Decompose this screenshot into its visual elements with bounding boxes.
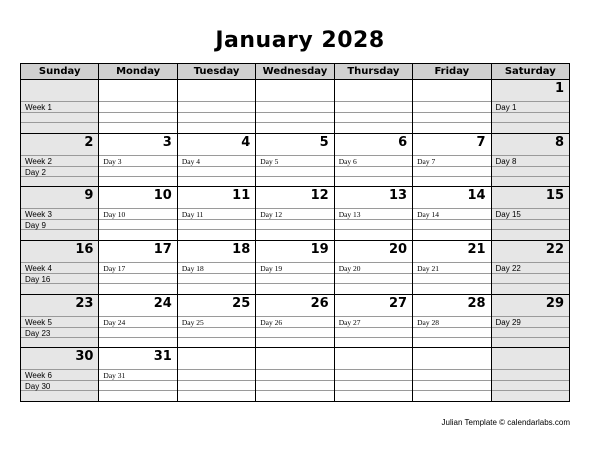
julian-day-label: Day 5 — [260, 156, 279, 166]
day-cell[interactable] — [99, 240, 177, 294]
note-line — [413, 316, 490, 317]
note-line — [178, 229, 255, 230]
note-line — [492, 273, 569, 274]
note-line — [21, 208, 98, 209]
note-line — [178, 112, 255, 113]
note-line — [256, 337, 333, 338]
note-line — [335, 380, 412, 381]
note-line — [178, 219, 255, 220]
day-number: 1 — [554, 81, 564, 96]
note-line — [492, 208, 569, 209]
julian-day-label: Day 1 — [495, 103, 517, 112]
note-line — [178, 155, 255, 156]
week-row — [21, 240, 570, 294]
day-cell[interactable] — [177, 240, 255, 294]
day-number: 24 — [153, 295, 172, 311]
note-line — [335, 122, 412, 123]
day-number: 30 — [75, 349, 94, 365]
note-line — [413, 101, 490, 102]
note-line — [99, 219, 176, 220]
day-number: 2 — [84, 134, 94, 150]
julian-day-label: Day 12 — [260, 210, 283, 220]
day-cell[interactable] — [413, 187, 491, 241]
day-number: 14 — [467, 188, 486, 204]
note-line — [99, 122, 176, 123]
note-line — [256, 327, 333, 328]
note-line — [335, 112, 412, 113]
week-row — [21, 348, 570, 402]
day-cell[interactable] — [256, 240, 334, 294]
note-line — [335, 176, 412, 177]
note-line — [413, 208, 490, 209]
note-line — [99, 229, 176, 230]
note-line — [21, 166, 98, 167]
day-number: 27 — [389, 295, 408, 311]
day-number: 12 — [310, 188, 329, 204]
day-cell[interactable] — [491, 294, 569, 348]
day-cell[interactable] — [21, 240, 99, 294]
julian-day-label: Day 23 — [25, 328, 51, 338]
note-line — [492, 122, 569, 123]
calendar-grid — [20, 63, 570, 402]
note-line — [99, 283, 176, 284]
julian-day-label: Day 24 — [103, 317, 126, 327]
note-line — [99, 337, 176, 338]
week-row — [21, 80, 570, 134]
calendar-title: January 2028 — [215, 28, 385, 53]
note-line — [178, 369, 255, 370]
note-line — [492, 380, 569, 381]
julian-day-label: Day 30 — [25, 382, 51, 392]
julian-day-label: Day 15 — [495, 210, 521, 220]
note-line — [99, 262, 176, 263]
weekday-header: Monday — [99, 64, 177, 80]
note-line — [492, 229, 569, 230]
note-line — [256, 390, 333, 391]
note-line — [335, 327, 412, 328]
day-cell[interactable] — [21, 348, 99, 402]
day-cell[interactable] — [256, 133, 334, 187]
day-cell[interactable] — [256, 294, 334, 348]
day-cell[interactable] — [99, 133, 177, 187]
note-line — [21, 112, 98, 113]
note-line — [256, 273, 333, 274]
weekday-header: Thursday — [334, 64, 412, 80]
day-cell[interactable] — [99, 294, 177, 348]
note-line — [492, 337, 569, 338]
day-number: 3 — [162, 134, 172, 150]
julian-day-label: Day 4 — [181, 156, 200, 166]
note-line — [99, 101, 176, 102]
note-line — [413, 369, 490, 370]
julian-day-label: Day 29 — [495, 317, 521, 327]
day-number: 22 — [545, 241, 564, 257]
julian-day-label: Day 14 — [417, 210, 439, 220]
week-number-label: Week 2 — [25, 156, 52, 166]
note-line — [99, 369, 176, 370]
day-cell[interactable] — [21, 187, 99, 241]
note-line — [21, 380, 98, 381]
day-cell[interactable] — [21, 294, 99, 348]
day-cell[interactable] — [491, 80, 569, 134]
note-line — [335, 208, 412, 209]
note-line — [256, 176, 333, 177]
note-line — [178, 337, 255, 338]
day-number: 9 — [84, 188, 94, 204]
weekday-header: Wednesday — [256, 64, 334, 80]
note-line — [413, 337, 490, 338]
weekday-header: Tuesday — [177, 64, 255, 80]
note-line — [256, 283, 333, 284]
note-line — [21, 327, 98, 328]
day-number: 4 — [241, 134, 251, 150]
day-cell[interactable] — [491, 133, 569, 187]
weekday-header-row — [21, 64, 570, 80]
calendar-body — [21, 80, 570, 402]
note-line — [178, 316, 255, 317]
note-line — [335, 337, 412, 338]
note-line — [413, 380, 490, 381]
note-line — [178, 273, 255, 274]
note-line — [413, 262, 490, 263]
day-cell[interactable] — [256, 80, 334, 134]
note-line — [21, 369, 98, 370]
note-line — [256, 380, 333, 381]
note-line — [335, 262, 412, 263]
julian-day-label: Day 18 — [181, 263, 204, 273]
julian-day-label: Day 21 — [417, 263, 439, 273]
day-cell[interactable] — [99, 80, 177, 134]
note-line — [492, 101, 569, 102]
julian-day-label: Day 16 — [25, 274, 51, 284]
week-row — [21, 294, 570, 348]
note-line — [256, 219, 333, 220]
day-number: 28 — [467, 295, 486, 311]
note-line — [492, 176, 569, 177]
note-line — [256, 316, 333, 317]
note-line — [21, 262, 98, 263]
note-line — [178, 101, 255, 102]
day-cell[interactable] — [334, 294, 412, 348]
day-cell[interactable] — [99, 187, 177, 241]
note-line — [492, 327, 569, 328]
day-number: 16 — [75, 241, 94, 257]
day-number: 13 — [389, 188, 408, 204]
week-number-label: Week 5 — [25, 317, 52, 327]
note-line — [178, 283, 255, 284]
note-line — [413, 155, 490, 156]
day-number: 25 — [232, 295, 251, 311]
note-line — [256, 166, 333, 167]
day-cell[interactable] — [413, 240, 491, 294]
day-number: 31 — [153, 349, 172, 365]
day-number: 15 — [545, 188, 564, 204]
note-line — [335, 219, 412, 220]
weekday-header: Friday — [413, 64, 491, 80]
day-number: 8 — [554, 134, 564, 150]
day-number: 5 — [319, 134, 329, 150]
day-number: 17 — [153, 241, 172, 257]
note-line — [99, 327, 176, 328]
weekday-header: Saturday — [491, 64, 569, 80]
note-line — [256, 208, 333, 209]
note-line — [492, 369, 569, 370]
note-line — [413, 176, 490, 177]
day-cell[interactable] — [21, 133, 99, 187]
week-number-label: Week 1 — [25, 103, 52, 112]
note-line — [335, 166, 412, 167]
note-line — [21, 101, 98, 102]
julian-day-label: Day 25 — [181, 317, 204, 327]
julian-day-label: Day 8 — [495, 156, 517, 166]
day-number: 19 — [310, 241, 329, 257]
note-line — [413, 122, 490, 123]
julian-day-label: Day 7 — [417, 156, 436, 166]
note-line — [99, 112, 176, 113]
day-cell[interactable] — [99, 348, 177, 402]
note-line — [21, 316, 98, 317]
note-line — [256, 101, 333, 102]
note-line — [178, 390, 255, 391]
note-line — [256, 122, 333, 123]
julian-day-label: Day 20 — [338, 263, 361, 273]
note-line — [335, 369, 412, 370]
day-cell[interactable] — [256, 187, 334, 241]
julian-day-label: Day 19 — [260, 263, 283, 273]
julian-day-label: Day 3 — [103, 156, 122, 166]
day-cell[interactable] — [413, 348, 491, 402]
note-line — [21, 219, 98, 220]
note-line — [335, 390, 412, 391]
day-cell[interactable] — [413, 80, 491, 134]
week-row — [21, 187, 570, 241]
note-line — [256, 155, 333, 156]
note-line — [335, 155, 412, 156]
day-number: 18 — [232, 241, 251, 257]
note-line — [413, 283, 490, 284]
note-line — [335, 273, 412, 274]
note-line — [99, 380, 176, 381]
note-line — [99, 316, 176, 317]
week-number-label: Week 3 — [25, 210, 52, 220]
footer-credit: Julian Template © calendarlabs.com — [441, 418, 570, 427]
note-line — [413, 390, 490, 391]
julian-day-label: Day 28 — [417, 317, 439, 327]
day-cell[interactable] — [491, 240, 569, 294]
note-line — [178, 380, 255, 381]
day-cell[interactable] — [413, 133, 491, 187]
day-cell[interactable] — [256, 348, 334, 402]
day-cell[interactable] — [491, 348, 569, 402]
note-line — [335, 316, 412, 317]
julian-day-label: Day 11 — [181, 210, 204, 220]
day-cell[interactable] — [177, 294, 255, 348]
day-cell[interactable] — [334, 348, 412, 402]
note-line — [413, 219, 490, 220]
day-cell[interactable] — [177, 348, 255, 402]
note-line — [256, 229, 333, 230]
day-cell[interactable] — [413, 294, 491, 348]
julian-day-label: Day 6 — [338, 156, 357, 166]
week-number-label: Week 4 — [25, 263, 52, 273]
note-line — [256, 369, 333, 370]
note-line — [335, 101, 412, 102]
note-line — [99, 176, 176, 177]
note-line — [178, 327, 255, 328]
note-line — [492, 283, 569, 284]
day-cell[interactable] — [177, 80, 255, 134]
day-cell[interactable] — [177, 187, 255, 241]
note-line — [99, 155, 176, 156]
day-number: 26 — [310, 295, 329, 311]
note-line — [413, 229, 490, 230]
note-line — [99, 166, 176, 167]
note-line — [21, 273, 98, 274]
day-number: 10 — [153, 188, 172, 204]
note-line — [256, 112, 333, 113]
day-number: 7 — [476, 134, 486, 150]
note-line — [492, 390, 569, 391]
day-cell[interactable] — [334, 240, 412, 294]
day-number: 6 — [398, 134, 408, 150]
note-line — [335, 283, 412, 284]
julian-day-label: Day 9 — [25, 221, 46, 231]
julian-day-label: Day 27 — [338, 317, 361, 327]
note-line — [335, 229, 412, 230]
note-line — [256, 262, 333, 263]
day-cell[interactable] — [334, 80, 412, 134]
week-number-label: Week 6 — [25, 371, 52, 381]
julian-day-label: Day 2 — [25, 167, 46, 177]
note-line — [99, 208, 176, 209]
note-line — [492, 112, 569, 113]
day-cell[interactable] — [334, 187, 412, 241]
note-line — [178, 166, 255, 167]
julian-day-label: Day 17 — [103, 263, 126, 273]
note-line — [413, 327, 490, 328]
day-number: 21 — [467, 241, 486, 257]
day-number: 29 — [545, 295, 564, 311]
week-row — [21, 133, 570, 187]
note-line — [492, 155, 569, 156]
note-line — [413, 112, 490, 113]
note-line — [492, 316, 569, 317]
day-number: 20 — [389, 241, 408, 257]
julian-day-label: Day 10 — [103, 210, 126, 220]
julian-day-label: Day 31 — [103, 371, 126, 381]
note-line — [492, 262, 569, 263]
day-number: 11 — [232, 188, 251, 204]
note-line — [21, 122, 98, 123]
day-cell[interactable] — [177, 133, 255, 187]
note-line — [178, 208, 255, 209]
day-cell[interactable] — [491, 187, 569, 241]
note-line — [178, 122, 255, 123]
julian-day-label: Day 26 — [260, 317, 283, 327]
day-number: 23 — [75, 295, 94, 311]
note-line — [413, 166, 490, 167]
day-cell[interactable] — [334, 133, 412, 187]
note-line — [492, 166, 569, 167]
day-cell[interactable] — [21, 80, 99, 134]
note-line — [178, 262, 255, 263]
note-line — [178, 176, 255, 177]
note-line — [21, 155, 98, 156]
julian-day-label: Day 22 — [495, 263, 521, 273]
julian-day-label: Day 13 — [338, 210, 361, 220]
note-line — [99, 273, 176, 274]
note-line — [413, 273, 490, 274]
note-line — [99, 390, 176, 391]
note-line — [492, 219, 569, 220]
weekday-header: Sunday — [21, 64, 99, 80]
